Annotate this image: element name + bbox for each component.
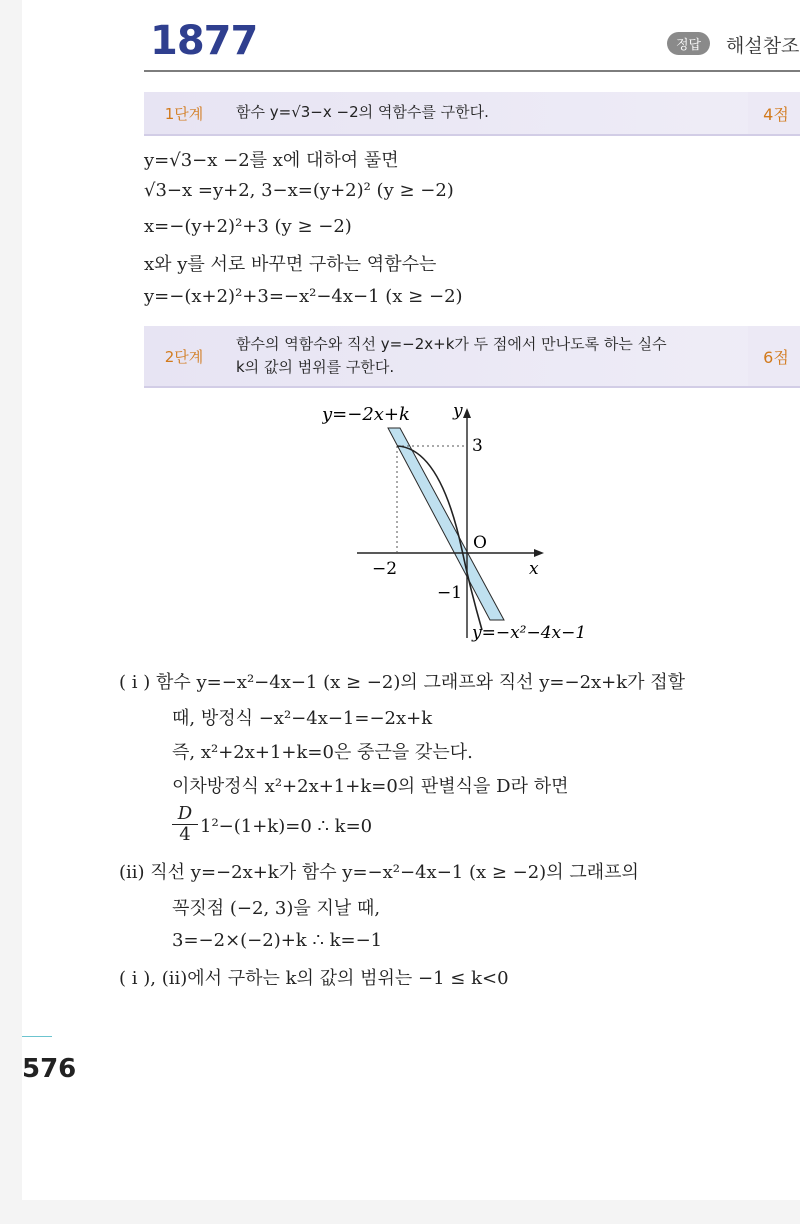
label-y-axis: y [453, 401, 463, 421]
step1-line-3: x=−(y+2)²+3 (y ≥ −2) [144, 216, 352, 237]
step-2-bar [144, 326, 800, 388]
step1-line-4: x와 y를 서로 바꾸면 구하는 역함수는 [144, 254, 437, 275]
step-1-points: 4점 [748, 92, 800, 134]
fraction-denominator: 4 [179, 823, 191, 845]
step1-line-5: y=−(x+2)²+3=−x²−4x−1 (x ≥ −2) [144, 286, 463, 307]
label-curve: y=−x²−4x−1 [472, 623, 587, 643]
step-1-description: 함수 y=√3−x −2의 역함수를 구한다. [236, 103, 489, 122]
step2-line-6: (ii) 직선 y=−2x+k가 함수 y=−x²−4x−1 (x ≥ −2)의 그래프의 [119, 862, 639, 883]
step2-line-9: ( i ), (ii)에서 구하는 k의 값의 범위는 −1 ≤ k<0 [119, 968, 509, 989]
title-divider [144, 70, 800, 72]
graph-svg [322, 398, 632, 648]
answer-reference-text: 해설참조 [726, 35, 800, 57]
label-origin: O [473, 533, 487, 553]
step2-line-3: 즉, x²+2x+1+k=0은 중근을 갖는다. [172, 742, 473, 763]
step-2-tag: 2단계 [164, 347, 204, 366]
x-axis-arrow [534, 549, 544, 557]
label-line: y=−2x+k [322, 404, 410, 425]
step2-line-8: 3=−2×(−2)+k ∴ k=−1 [172, 930, 383, 951]
page-number: 576 [22, 1054, 77, 1084]
label-tick-3: 3 [472, 436, 483, 456]
page [22, 0, 800, 1200]
label-x-axis: x [529, 559, 539, 579]
step2-line-7: 꼭짓점 (−2, 3)을 지날 때, [172, 898, 381, 919]
label-tick-neg2: −2 [372, 559, 398, 579]
problem-number: 1877 [150, 18, 258, 64]
step1-line-2: √3−x =y+2, 3−x=(y+2)² (y ≥ −2) [144, 180, 454, 201]
step2-line-4: 이차방정식 x²+2x+1+k=0의 판별식을 D라 하면 [172, 776, 569, 797]
y-axis-arrow [463, 408, 471, 418]
step-2-points: 6점 [748, 326, 800, 386]
step2-line-1: ( i ) 함수 y=−x²−4x−1 (x ≥ −2)의 그래프와 직선 y=−2x+k가 접할 [119, 672, 686, 693]
fraction-D-over-4 [172, 804, 198, 845]
fraction-numerator: D [172, 804, 198, 825]
graph [322, 398, 632, 648]
step2-line-2: 때, 방정식 −x²−4x−1=−2x+k [172, 708, 433, 729]
margin-rule [22, 1036, 52, 1037]
answer-badge: 정답 [667, 32, 710, 55]
step1-line-1: y=√3−x −2를 x에 대하여 풀면 [144, 150, 399, 171]
step2-line-5: 1²−(1+k)=0 ∴ k=0 [200, 816, 373, 837]
step-2-description-line-1: 함수의 역함수와 직선 y=−2x+k가 두 점에서 만나도록 하는 실수 [236, 334, 667, 353]
step-2-description-line-2: k의 값의 범위를 구한다. [236, 358, 395, 376]
step-2-description [236, 326, 744, 386]
step-1-tag: 1단계 [164, 104, 204, 123]
label-tick-neg1: −1 [437, 583, 463, 603]
step-1-bar [144, 92, 800, 136]
